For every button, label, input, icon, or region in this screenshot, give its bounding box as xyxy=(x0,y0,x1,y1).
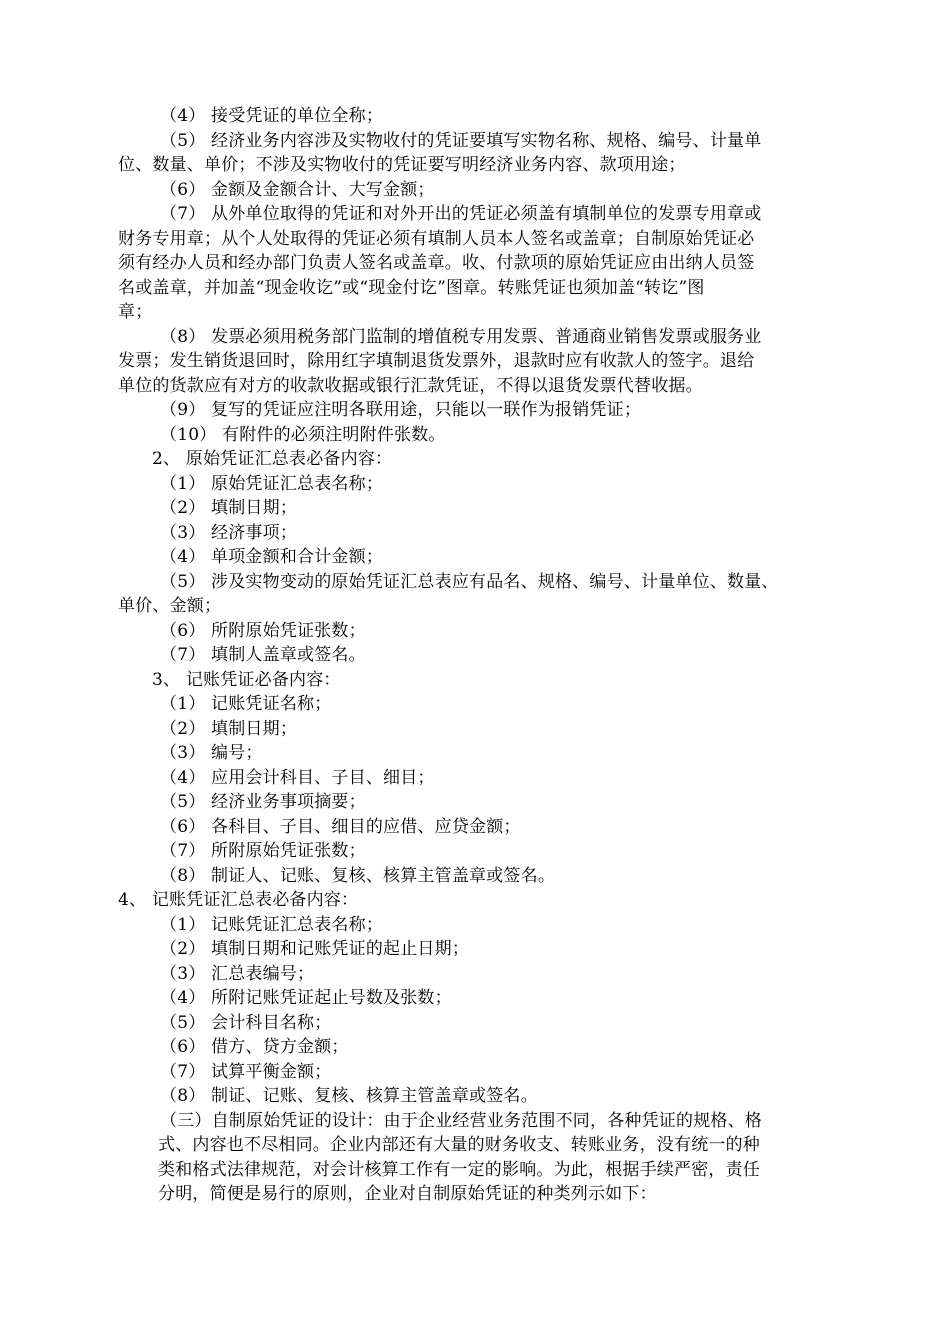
text-line: （6） 各科目、子目、细目的应借、应贷金额； xyxy=(160,816,521,837)
text-line: 须有经办人员和经办部门负责人签名或盖章。收、付款项的原始凭证应由出纳人员签 xyxy=(118,253,755,273)
text-line: （7） 所附原始凭证张数； xyxy=(160,841,366,861)
text-line: 4、 记账凭证汇总表必备内容： xyxy=(118,890,359,910)
text-line: （1） 原始凭证汇总表名称； xyxy=(160,473,384,494)
text-line: 章； xyxy=(118,302,153,322)
text-line: （4） 应用会计科目、子目、细目； xyxy=(160,767,435,788)
text-line: （2） 填制日期和记账凭证的起止日期； xyxy=(160,939,470,959)
text-line: （6） 所附原始凭证张数； xyxy=(160,620,366,641)
text-line: （3） 汇总表编号； xyxy=(160,963,315,984)
text-line: （5） 涉及实物变动的原始凭证汇总表应有品名、规格、编号、计量单位、数量、 xyxy=(160,571,779,592)
text-line: （6） 金额及金额合计、大写金额； xyxy=(160,179,435,200)
text-line: （4） 接受凭证的单位全称； xyxy=(160,106,384,126)
text-line: （3） 经济事项； xyxy=(160,522,298,543)
text-line: （4） 所附记账凭证起止号数及张数； xyxy=(160,988,452,1008)
text-line: 式、内容也不尽相同。企业内部还有大量的财务收支、转账业务，没有统一的种 xyxy=(158,1135,760,1155)
text-line: （2） 填制日期； xyxy=(160,498,298,518)
text-line: 单位的货款应有对方的收款收据或银行汇款凭证，不得以退货发票代替收据。 xyxy=(118,375,703,396)
text-line: （1） 记账凭证汇总表名称； xyxy=(160,914,384,935)
text-line: （7） 试算平衡金额； xyxy=(160,1061,332,1082)
text-line: （10） 有附件的必须注明附件张数。 xyxy=(160,424,446,445)
text-line: （三）自制原始凭证的设计：由于企业经营业务范围不同，各种凭证的规格、格 xyxy=(160,1110,762,1131)
text-line: （5） 经济业务事项摘要； xyxy=(160,792,366,812)
text-line: 财务专用章；从个人处取得的凭证必须有填制人员本人签名或盖章；自制原始凭证必 xyxy=(118,228,755,249)
text-line: （8） 制证人、记账、复核、核算主管盖章或签名。 xyxy=(160,865,556,886)
text-line: 位、数量、单价；不涉及实物收付的凭证要写明经济业务内容、款项用途； xyxy=(118,155,686,175)
text-line: 类和格式法律规范，对会计核算工作有一定的影响。为此，根据手续严密，责任 xyxy=(158,1159,760,1180)
text-line: （2） 填制日期； xyxy=(160,718,298,739)
text-line: （6） 借方、贷方金额； xyxy=(160,1037,349,1057)
text-line: （9） 复写的凭证应注明各联用途，只能以一联作为报销凭证； xyxy=(160,400,642,420)
text-line: （5） 会计科目名称； xyxy=(160,1012,332,1033)
text-line: 单价、金额； xyxy=(118,596,222,616)
text-line: （7） 填制人盖章或签名。 xyxy=(160,645,366,665)
text-line: 名或盖章，并加盖“现金收讫”或“现金付讫”图章。转账凭证也须加盖“转讫”图 xyxy=(118,277,705,298)
text-line: 分明，简便是易行的原则，企业对自制原始凭证的种类列示如下： xyxy=(158,1184,657,1204)
text-line: （8） 制证、记账、复核、核算主管盖章或签名。 xyxy=(160,1086,538,1106)
text-line: （4） 单项金额和合计金额； xyxy=(160,547,384,567)
text-line: （3） 编号； xyxy=(160,743,263,763)
text-line: （7） 从外单位取得的凭证和对外开出的凭证必须盖有填制单位的发票专用章或 xyxy=(160,204,762,224)
text-line: （1） 记账凭证名称； xyxy=(160,694,332,714)
text-line: （8） 发票必须用税务部门监制的增值税专用发票、普通商业销售发票或服务业 xyxy=(160,326,762,347)
text-line: （5） 经济业务内容涉及实物收付的凭证要填写实物名称、规格、编号、计量单 xyxy=(160,130,762,151)
text-line: 3、 记账凭证必备内容： xyxy=(152,669,341,690)
text-line: 发票；发生销货退回时，除用红字填制退货发票外，退款时应有收款人的签字。退给 xyxy=(118,351,755,371)
document-body xyxy=(118,104,838,1207)
text-line: 2、 原始凭证汇总表必备内容： xyxy=(152,449,393,469)
